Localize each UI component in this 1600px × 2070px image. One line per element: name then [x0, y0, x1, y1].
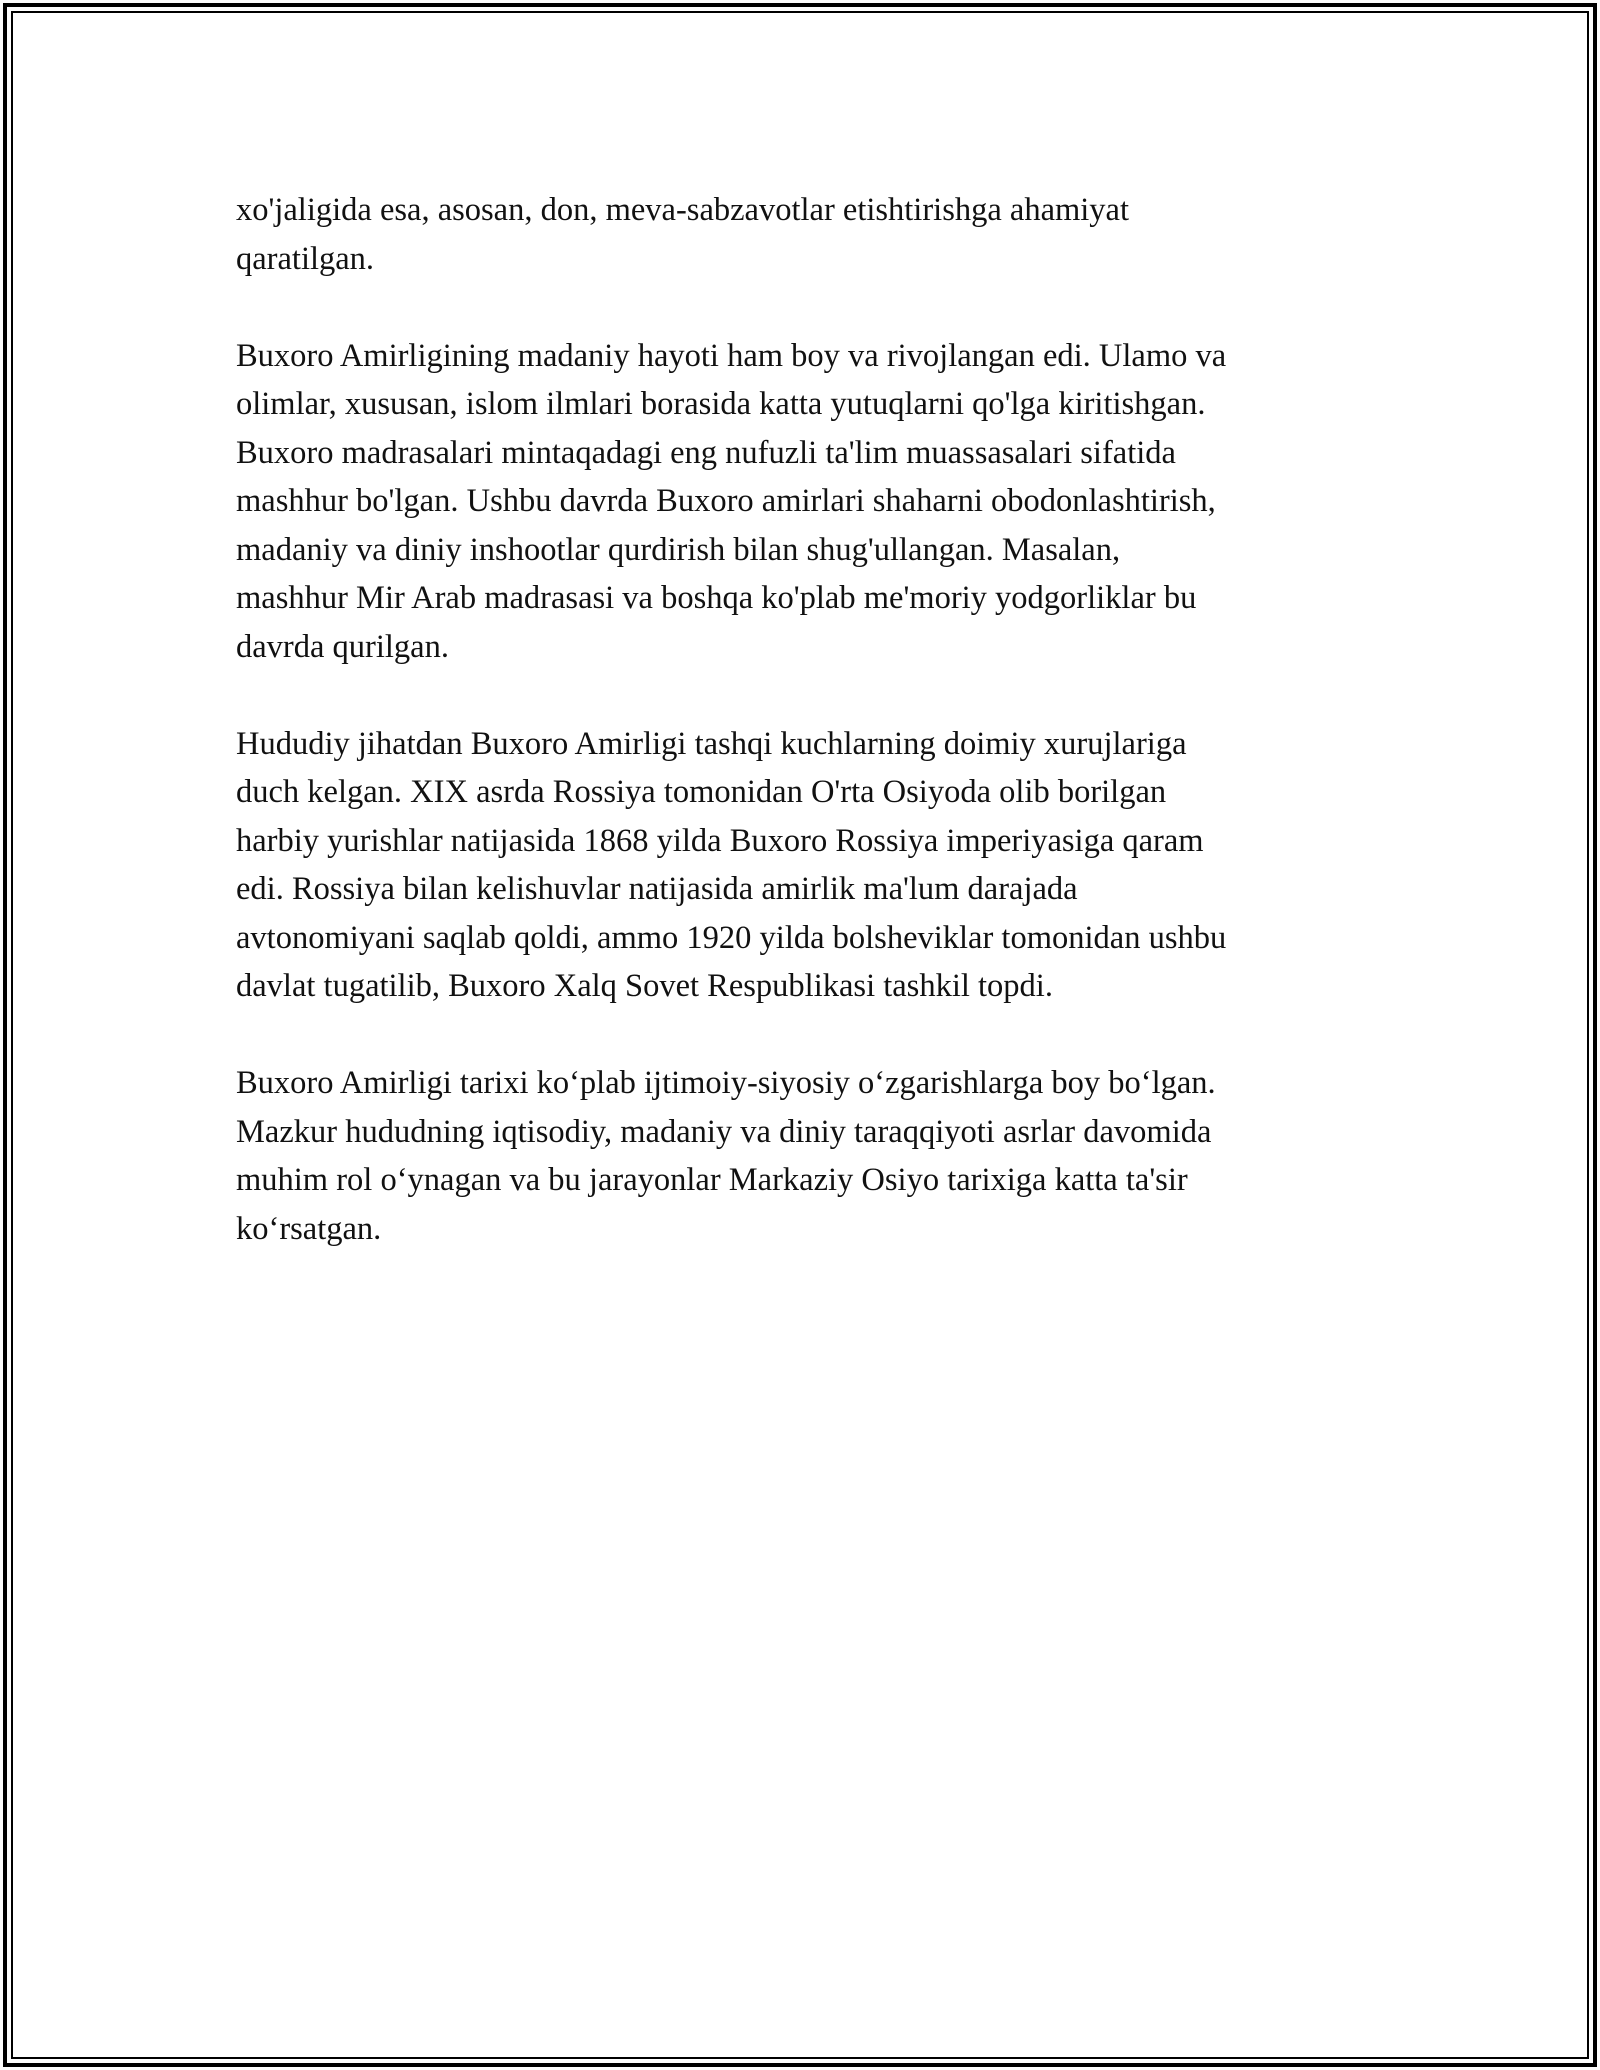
paragraph-economy: xo'jaligida esa, asosan, don, meva-sabzavotlar etishtirishga ahamiyat qaratilgan. [236, 192, 1130, 277]
paragraph-culture: Buxoro Amirligining madaniy hayoti ham boy va rivojlangan edi. Ulamo va olimlar, xususan, islom ilmlari borasida katta yutuqlarni qo'lga kiritishgan. Buxoro madrasalari mintaqadagi eng nufuzli ta'lim muassasalari sifatida mashhur bo'lgan. Ushbu davrda Buxoro amirlari shaharni obodonlashtirish, madaniy va diniy inshootlar qurdirish bilan shug'ullangan. Masalan, mashhur Mir Arab madrasasi va boshqa ko'plab me'moriy yodgorliklar bu davrda qurilgan. [236, 337, 1227, 665]
paragraph-politics: Hududiy jihatdan Buxoro Amirligi tashqi kuchlarning doimiy xurujlariga duch kelgan. XIX asrda Rossiya tomonidan O'rta Osiyoda olib borilgan harbiy yurishlar natijasida 1868 yilda Buxoro Rossiya imperiyasiga qaram edi. Rossiya bilan kelishuvlar natijasida amirlik ma'lum darajada avtonomiyani saqlab qoldi, ammo 1920 yilda bolsheviklar tomonidan ushbu davlat tugatilib, Buxoro Xalq Sovet Respublikasi tashkil topdi. [236, 725, 1227, 1004]
document-body [236, 186, 1376, 1302]
paragraph-conclusion: Buxoro Amirligi tarixi ko‘plab ijtimoiy-siyosiy o‘zgarishlarga boy bo‘lgan. Mazkur hududning iqtisodiy, madaniy va diniy taraqqiyoti asrlar davomida muhim rol o‘ynagan va bu jarayonlar Markaziy Osiyo tarixiga katta ta'sir ko‘rsatgan. [236, 1065, 1216, 1247]
